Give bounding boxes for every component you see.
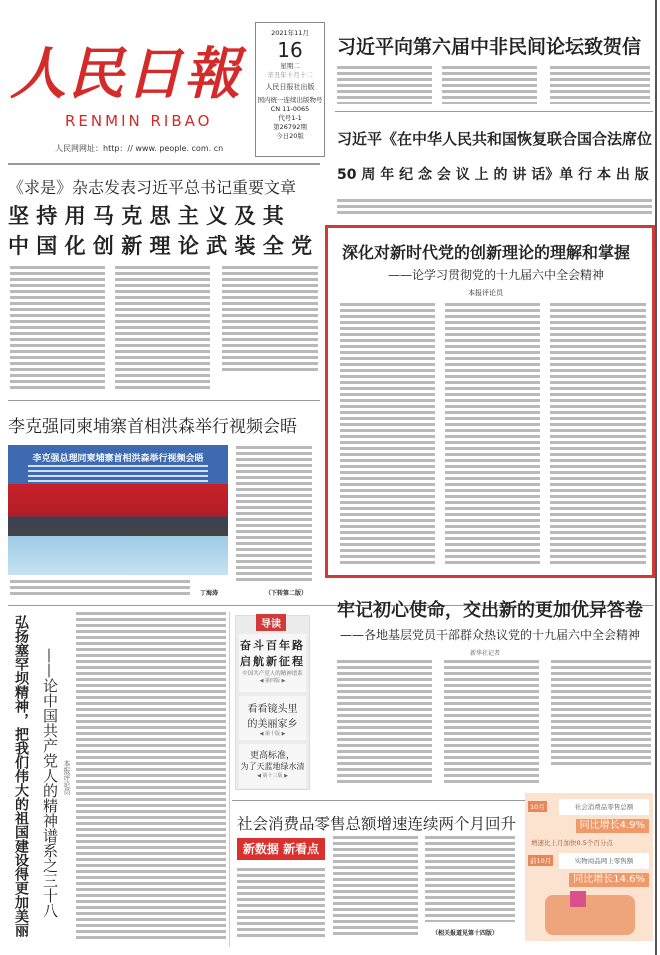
- retail-total-value: 同比增长4.9%: [576, 819, 649, 833]
- article-body: [337, 66, 432, 104]
- reg-label: 国内统一连续出版物号: [257, 96, 323, 105]
- forum-headline[interactable]: 习近平向第六届中非民间论坛致贺信: [337, 36, 642, 58]
- divider: [229, 612, 230, 947]
- retail-infographic: [525, 793, 653, 941]
- cambodia-headline[interactable]: 李克强同柬埔寨首相洪森举行视频会晤: [8, 417, 297, 437]
- photographer: 丁海涛: [200, 590, 219, 597]
- meeting-photo[interactable]: [8, 445, 228, 575]
- consumption-headline[interactable]: 社会消费品零售总额增速连续两个月回升: [237, 815, 517, 833]
- online-retail-value: 同比增长14.6%: [569, 873, 649, 887]
- article-body: [236, 446, 312, 584]
- article-body: [550, 66, 650, 104]
- online-retail-label: 实物商品网上零售额: [559, 853, 649, 869]
- related-note: （相关报道见第十四版）: [432, 930, 499, 937]
- divider: [8, 163, 320, 165]
- guide-item-title: 更高标准，: [249, 751, 295, 761]
- publisher: 人民日报社出版: [265, 83, 315, 92]
- cn-number: CN 11-0065: [270, 105, 310, 114]
- guide-item-title: 的美丽家乡: [247, 719, 298, 730]
- qiushi-kicker[interactable]: 《求是》杂志发表习近平总书记重要文章: [8, 178, 297, 197]
- date-box: [255, 22, 325, 157]
- article-body: [551, 660, 651, 768]
- guide-box: [235, 615, 310, 790]
- editorial-box: [325, 225, 655, 578]
- article-body: [115, 266, 210, 392]
- guide-item-page: ◀ 第十三版 ▶: [257, 773, 288, 779]
- editorial-headline[interactable]: 深化对新时代党的创新理论的理解和掌握: [342, 243, 631, 262]
- article-body: [333, 836, 418, 936]
- editorial-byline: 本报评论员: [468, 289, 503, 297]
- guide-item-sub: 中国共产党人的精神谱系: [242, 671, 303, 677]
- article-body: [237, 868, 325, 938]
- page-count: 今日20版: [276, 132, 304, 141]
- article-body: [445, 303, 540, 565]
- article-body: [76, 612, 226, 942]
- article-body: [340, 303, 435, 565]
- retail-total-label: 社会消费品零售总额: [559, 799, 649, 815]
- gift-box-icon: [570, 891, 586, 907]
- newspaper-logo: 人民日報: [10, 41, 242, 107]
- logo-english: RENMIN RIBAO: [65, 112, 213, 130]
- issue-number: 第26792期: [273, 123, 307, 132]
- guide-item-title: 奋斗百年路: [240, 639, 305, 652]
- shopping-cart-phone-icon: [545, 895, 635, 935]
- divider: [8, 400, 320, 401]
- mission-subhead: ——各地基层党员干部群众热议党的十九届六中全会精神: [340, 628, 641, 642]
- article-body: [550, 303, 646, 565]
- qiushi-headline-1[interactable]: 坚 持 用 马 克 思 主 义 及 其: [8, 204, 284, 228]
- lunar-date: 辛丑年十月十二: [267, 71, 313, 80]
- book-headline-2[interactable]: 50 周 年 纪 念 会 议 上 的 讲 话》单 行 本 出 版: [337, 167, 649, 183]
- page-edge: [655, 0, 657, 955]
- article-body: [337, 660, 432, 786]
- guide-item-title: 看看镜头里: [247, 704, 298, 715]
- photo-banner-khmer: [28, 465, 208, 483]
- guide-item-page: ◀ 第十版 ▶: [259, 731, 286, 737]
- saihanba-subhead: ——论中国共产党人的精神谱系之三十八: [41, 648, 59, 918]
- mission-headline[interactable]: 牢记初心使命，交出新的更加优异答卷: [337, 600, 643, 621]
- weekday: 星期二: [280, 62, 300, 71]
- editorial-subhead: ——论学习贯彻党的十九届六中全会精神: [388, 268, 605, 282]
- photo-caption: [10, 580, 190, 595]
- article-body: [442, 66, 537, 104]
- continued-note: （下转第二版）: [265, 590, 308, 597]
- guide-item[interactable]: [239, 696, 306, 740]
- saihanba-byline: 本报评论员: [63, 760, 71, 795]
- day: 16: [277, 38, 303, 63]
- guide-item-title: 启航新征程: [240, 655, 305, 668]
- guide-title: 导读: [256, 614, 286, 631]
- month-label: 10月: [530, 803, 545, 811]
- article-body: [425, 836, 515, 922]
- article-body: [10, 266, 105, 392]
- guide-item[interactable]: [239, 634, 306, 692]
- saihanba-headline[interactable]: 弘扬塞罕坝精神，把我们伟大的祖国建设得更加美丽: [13, 615, 29, 937]
- growth-note: 增速比上月加快0.5个百分点: [531, 839, 613, 847]
- year-month: 2021年11月: [271, 29, 309, 37]
- month-label: 前10月: [530, 857, 552, 865]
- guide-item-page: ◀ 第四版 ▶: [259, 678, 286, 684]
- qiushi-headline-2[interactable]: 中 国 化 创 新 理 论 武 装 全 党: [8, 234, 313, 258]
- book-headline-1[interactable]: 习近平《在中华人民共和国恢复联合国合法席位: [337, 130, 653, 148]
- guide-item-title: 为了天蓝地绿水清: [240, 762, 305, 771]
- article-body: [222, 266, 318, 374]
- website-url[interactable]: 人民网网址：http：// www. people. com. cn: [55, 144, 224, 153]
- article-body: [337, 199, 652, 214]
- guide-item[interactable]: [239, 744, 306, 788]
- postal-code: 代号1-1: [278, 114, 302, 123]
- divider: [335, 111, 653, 112]
- photo-banner: 李克强总理同柬埔寨首相洪森举行视频会晤: [32, 454, 204, 464]
- article-body: [444, 660, 539, 786]
- new-data-label: 新数据 新看点: [237, 838, 325, 860]
- mission-byline: 新华社记者: [470, 650, 501, 657]
